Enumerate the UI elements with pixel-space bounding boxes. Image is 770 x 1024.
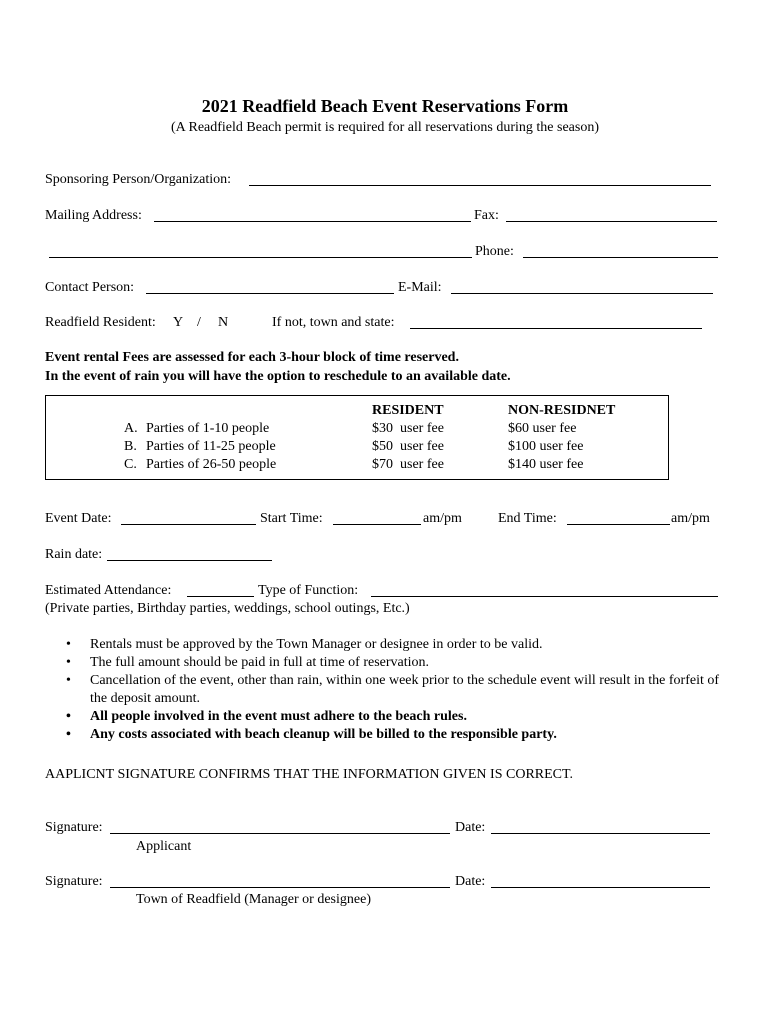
resident-label: Readfield Resident: — [45, 315, 156, 330]
page-title: 2021 Readfield Beach Event Reservations Form — [201, 96, 569, 116]
fee-row-nonresident: $100 user fee — [508, 439, 584, 454]
contact-person-label: Contact Person: — [45, 280, 135, 295]
fee-row-marker: A. — [124, 421, 138, 436]
town-date-label: Date: — [455, 874, 486, 889]
applicant-signature-label: Signature: — [45, 820, 103, 835]
resident-no-option[interactable]: N — [218, 315, 229, 330]
bullet: • — [66, 637, 71, 652]
fee-row-marker: C. — [124, 457, 137, 472]
fax-field[interactable] — [506, 221, 717, 222]
bullet: • — [66, 673, 71, 688]
attendance-label: Estimated Attendance: — [45, 583, 172, 598]
town-state-label: If not, town and state: — [272, 315, 395, 330]
start-time-label: Start Time: — [260, 511, 323, 526]
nonresident-header: NON-RESIDNET — [508, 403, 616, 418]
list-item — [62, 726, 722, 744]
list-item — [62, 654, 722, 672]
fee-row-marker: B. — [124, 439, 137, 454]
bullet: • — [66, 655, 71, 670]
sponsor-field[interactable] — [249, 185, 711, 186]
start-time-field[interactable] — [333, 524, 421, 525]
event-date-label: Event Date: — [45, 511, 112, 526]
list-item — [62, 708, 722, 726]
event-date-field[interactable] — [121, 524, 256, 525]
mailing-address-line2-field[interactable] — [49, 257, 472, 258]
email-label: E-Mail: — [398, 280, 442, 295]
rule-text: Cancellation of the event, other than rain, within one week prior to the schedule event will result in the forfeit of the deposit amount. — [90, 673, 720, 706]
applicant-caption: Applicant — [136, 839, 192, 854]
applicant-signature-field[interactable] — [110, 833, 450, 834]
fee-row-nonresident: $140 user fee — [508, 457, 584, 472]
town-date-field[interactable] — [491, 887, 710, 888]
fee-note-1: Event rental Fees are assessed for each 3-hour block of time reserved. — [45, 350, 459, 365]
phone-field[interactable] — [523, 257, 718, 258]
bullet: • — [66, 727, 71, 742]
rain-date-label: Rain date: — [45, 547, 103, 562]
page-subtitle: (A Readfield Beach permit is required for all reservations during the season) — [170, 120, 600, 135]
start-ampm: am/pm — [423, 511, 462, 526]
list-item — [62, 636, 722, 654]
applicant-date-label: Date: — [455, 820, 486, 835]
function-type-field[interactable] — [371, 596, 718, 597]
mailing-address-field[interactable] — [154, 221, 471, 222]
applicant-date-field[interactable] — [491, 833, 710, 834]
resident-header: RESIDENT — [372, 403, 444, 418]
fee-row-label: Parties of 26-50 people — [146, 457, 277, 472]
fee-row-label: Parties of 11-25 people — [146, 439, 276, 454]
mailing-address-label: Mailing Address: — [45, 208, 142, 223]
rule-text: The full amount should be paid in full at time of reservation. — [90, 655, 430, 670]
town-signature-field[interactable] — [110, 887, 450, 888]
resident-yes-option[interactable]: Y — [173, 315, 184, 330]
contact-person-field[interactable] — [146, 293, 394, 294]
town-signature-label: Signature: — [45, 874, 103, 889]
fee-note-2: In the event of rain you will have the option to reschedule to an available date. — [45, 369, 511, 384]
end-ampm: am/pm — [671, 511, 710, 526]
confirmation-text: AAPLICNT SIGNATURE CONFIRMS THAT THE INFORMATION GIVEN IS CORRECT. — [45, 767, 574, 782]
fee-row-nonresident: $60 user fee — [508, 421, 577, 436]
rule-text: Rentals must be approved by the Town Manager or designee in order to be valid. — [90, 637, 543, 652]
function-examples: (Private parties, Birthday parties, weddings, school outings, Etc.) — [45, 601, 410, 616]
attendance-field[interactable] — [187, 596, 254, 597]
fee-row-resident: $70 user fee — [372, 457, 444, 472]
town-state-field[interactable] — [410, 328, 702, 329]
fax-label: Fax: — [474, 208, 499, 223]
phone-label: Phone: — [475, 244, 514, 259]
resident-separator: / — [197, 315, 201, 330]
email-field[interactable] — [451, 293, 713, 294]
town-caption: Town of Readfield (Manager or designee) — [136, 892, 371, 907]
function-type-label: Type of Function: — [258, 583, 359, 598]
fee-row-resident: $30 user fee — [372, 421, 444, 436]
rule-text: Any costs associated with beach cleanup will be billed to the responsible party. — [90, 727, 557, 742]
end-time-label: End Time: — [498, 511, 557, 526]
rules-list — [62, 636, 722, 744]
fee-row-resident: $50 user fee — [372, 439, 444, 454]
rain-date-field[interactable] — [107, 560, 272, 561]
list-item — [62, 672, 722, 708]
rule-text: All people involved in the event must adhere to the beach rules. — [90, 709, 467, 724]
end-time-field[interactable] — [567, 524, 670, 525]
bullet: • — [66, 709, 71, 724]
fee-row-label: Parties of 1-10 people — [146, 421, 270, 436]
sponsor-label: Sponsoring Person/Organization: — [45, 172, 232, 187]
